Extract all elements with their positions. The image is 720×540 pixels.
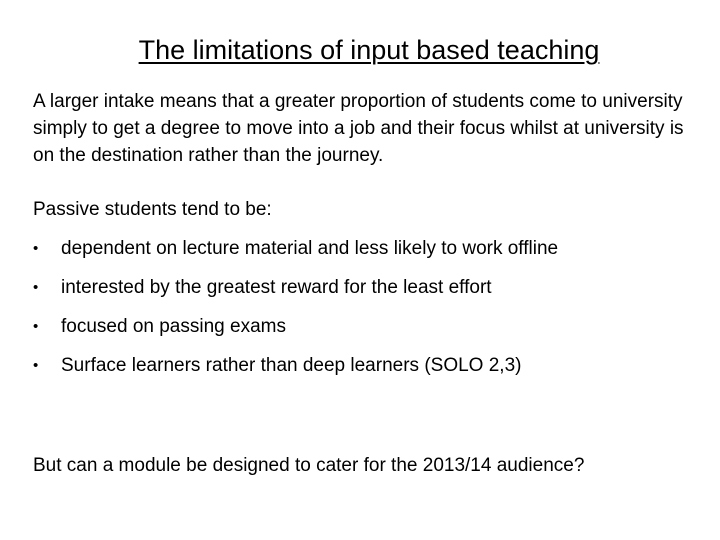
list-item-text: Surface learners rather than deep learners (SOLO 2,3)	[61, 355, 522, 376]
slide-title: The limitations of input based teaching	[138, 35, 600, 65]
passive-students-heading: Passive students tend to be:	[33, 199, 272, 220]
list-item	[33, 352, 703, 391]
list-item-text: dependent on lecture material and less likely to work offline	[61, 238, 559, 259]
closing-question: But can a module be designed to cater for the 2013/14 audience?	[33, 455, 585, 476]
bullet-icon: •	[33, 357, 39, 374]
passive-traits-list	[33, 235, 703, 391]
bullet-icon: •	[33, 318, 39, 335]
bullet-icon: •	[33, 240, 39, 257]
list-item-text: interested by the greatest reward for the least effort	[61, 277, 492, 298]
intro-paragraph: A larger intake means that a greater proportion of students come to university simply to get a degree to move into a job and their focus whilst at university is on the destination rather than the journey.	[33, 91, 684, 166]
list-item	[33, 235, 703, 274]
bullet-icon: •	[33, 279, 39, 296]
list-item-text: focused on passing exams	[61, 316, 286, 337]
list-item	[33, 274, 703, 313]
list-item	[33, 313, 703, 352]
